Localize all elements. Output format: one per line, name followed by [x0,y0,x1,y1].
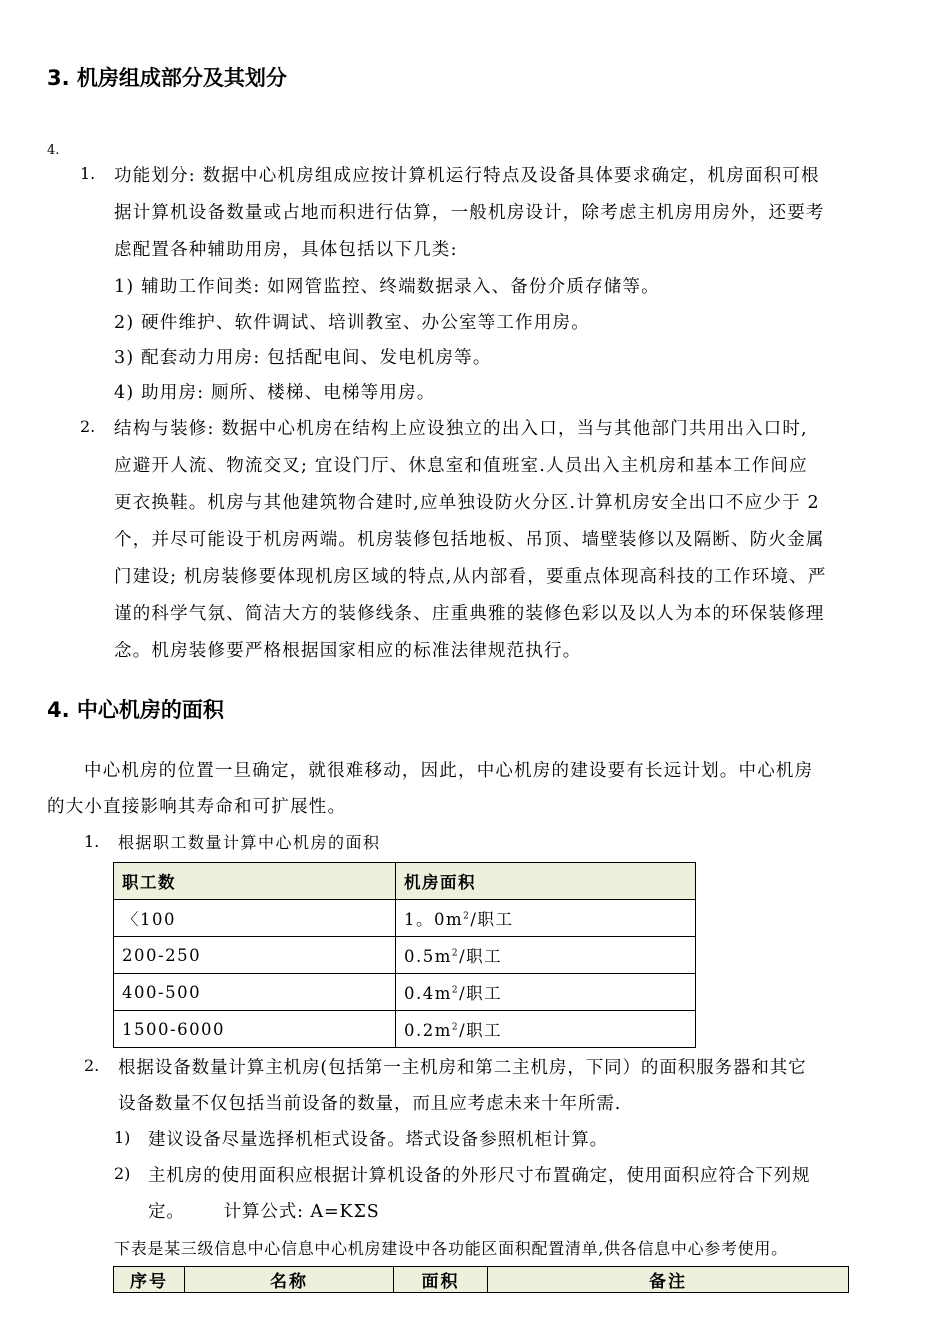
paragraph-line: 根据设备数量计算主机房(包括第一主机房和第二主机房，下同）的面积服务器和其它 [118,1058,807,1078]
list-number: 2. [84,1056,100,1075]
sub-item: 主机房的使用面积应根据计算机设备的外形尺寸布置确定，使用面积应符合下列规 [148,1166,811,1186]
function-area-table [113,1266,849,1293]
sub-item: 1) 辅助工作间类: 如网管监控、终端数据录入、备份介质存储等。 [114,277,660,297]
table-header-row [114,1267,849,1293]
paragraph-line: 门建设; 机房装修要体现机房区域的特点,从内部看，要重点体现高科技的工作环境、严 [114,567,827,587]
table-row [114,1011,696,1048]
table-cell [396,900,696,937]
table-cell: 〈100 [114,900,396,937]
paragraph-line: 更衣换鞋。机房与其他建筑物合建时,应单独设防火分区.计算机房安全出口不应少于 2 [114,493,820,513]
area-unit: /职工 [459,984,503,1003]
formula-line: 定。 计算公式: A=KΣS [148,1202,380,1222]
table-cell [396,1011,696,1048]
paragraph-line: 念。机房装修要严格根据国家相应的标准法律规范执行。 [114,641,582,661]
superscript: 2 [451,1022,460,1033]
paragraph-line: 的大小直接影响其寿命和可扩展性。 [47,797,347,817]
area-value: 0.5m [404,947,452,966]
table-header-cell: 面积 [394,1267,488,1293]
table-header-cell: 职工数 [114,863,396,900]
table-header-row [114,863,696,900]
superscript: 2 [451,948,460,959]
list-number: 2) [114,1164,131,1183]
table-header-cell: 名称 [185,1267,394,1293]
list-number: 1. [80,164,96,183]
staff-area-table [113,862,696,1048]
paragraph-line: 谨的科学气氛、简洁大方的装修线条、庄重典雅的装修色彩以及以人为本的环保装修理 [114,604,825,624]
area-unit: /职工 [459,947,503,966]
paragraph-line: 虑配置各种辅助用房，具体包括以下几类: [114,240,458,260]
paragraph-line: 结构与装修: 数据中心机房在结构上应设独立的出入口，当与其他部门共用出入口时, [114,419,808,439]
area-value: 1。0m [404,910,464,929]
area-unit: /职工 [470,910,514,929]
paragraph-line: 据计算机设备数量或占地而积进行估算，一般机房设计，除考虑主机房用房外，还要考 [114,203,825,223]
table-cell [396,937,696,974]
superscript: 2 [463,911,471,922]
list-number: 1. [84,832,100,851]
superscript: 2 [451,985,460,996]
area-unit: /职工 [459,1021,503,1040]
paragraph-line: 中心机房的位置一旦确定，就很难移动，因此，中心机房的建设要有长远计划。中心机房 [84,761,814,781]
list-item-text: 根据职工数量计算中心机房的面积 [118,833,381,852]
list-number: 2. [80,417,96,436]
table-caption: 下表是某三级信息中心信息中心机房建设中各功能区面积配置清单,供各信息中心参考使用。 [114,1239,788,1258]
table-row [114,974,696,1011]
table-row [114,900,696,937]
area-value: 0.2m [404,1021,452,1040]
table-row [114,937,696,974]
sub-item: 建议设备尽量选择机柜式设备。塔式设备参照机柜计算。 [148,1130,608,1150]
paragraph-line: 功能划分: 数据中心机房组成应按计算机运行特点及设备具体要求确定，机房面积可根 [114,166,820,186]
table-cell [396,974,696,1011]
sub-item: 4) 助用房: 厕所、楼梯、电梯等用房。 [114,383,436,403]
table-header-cell: 机房面积 [396,863,696,900]
paragraph-line: 设备数量不仅包括当前设备的数量，而且应考虑未来十年所需. [118,1094,622,1114]
list-number: 1) [114,1128,131,1147]
table-header-cell: 备注 [488,1267,849,1293]
table-cell: 1500-6000 [114,1011,396,1048]
table-cell: 400-500 [114,974,396,1011]
table-cell: 200-250 [114,937,396,974]
paragraph-line: 应避开人流、物流交叉; 宜设门厅、休息室和值班室.人员出入主机房和基本工作间应 [114,456,808,476]
sub-item: 3) 配套动力用房: 包括配电间、发电机房等。 [114,348,492,368]
area-value: 0.4m [404,984,452,1003]
section-3-title: 3. 机房组成部分及其划分 [47,66,287,90]
paragraph-line: 个，并尽可能设于机房两端。机房装修包括地板、吊顶、墙壁装修以及隔断、防火金属 [114,530,825,550]
sub-item: 2) 硬件维护、软件调试、培训教室、办公室等工作用房。 [114,313,590,333]
list-marker: 4. [47,143,60,158]
section-4-title: 4. 中心机房的面积 [47,698,224,722]
table-header-cell: 序号 [114,1267,185,1293]
